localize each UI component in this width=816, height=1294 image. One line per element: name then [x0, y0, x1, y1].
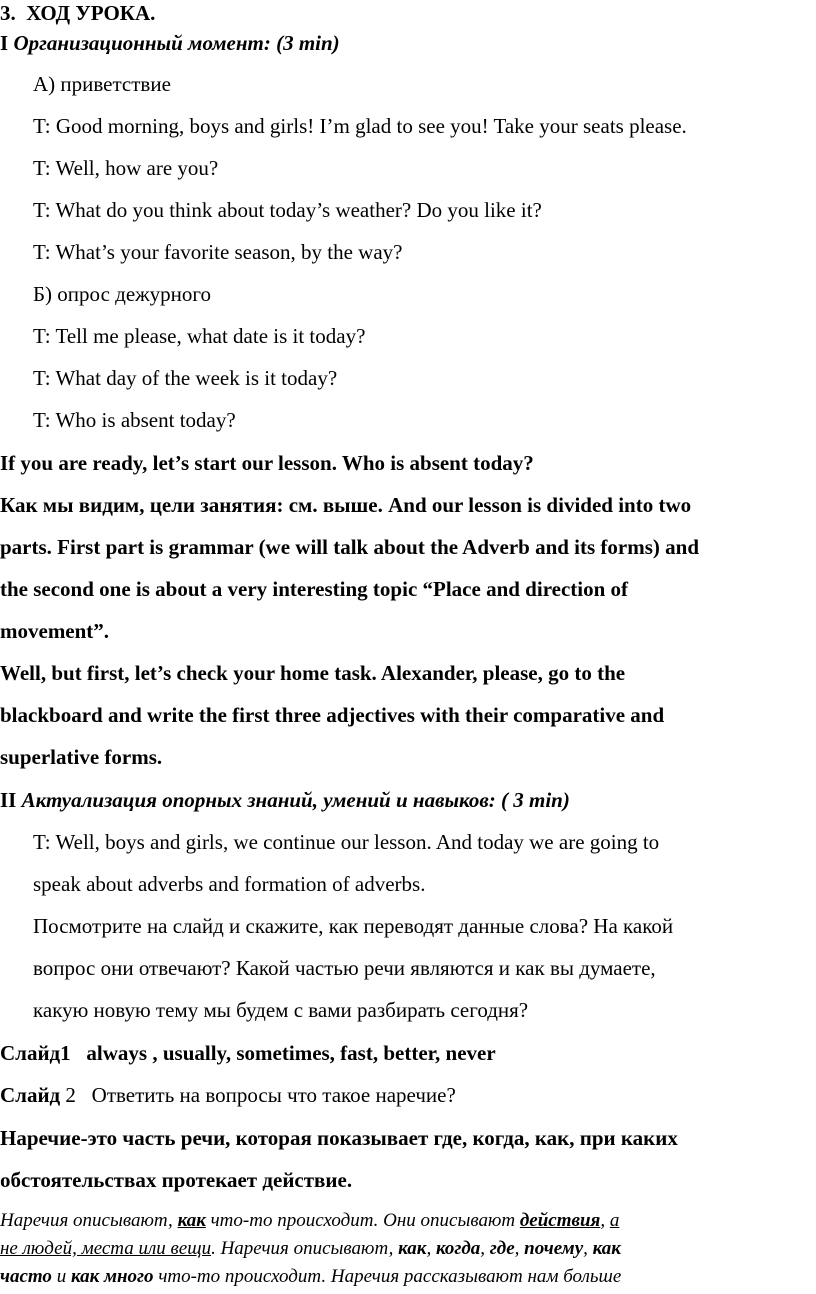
section-1-heading: Организационный момент: (3 min) — [13, 31, 340, 55]
bold-line: Как мы видим, цели занятия: см. выше. And our lesson is divided into two — [0, 493, 692, 517]
s1-line: T: What day of the week is it today? — [33, 366, 338, 390]
bold-line: parts. First part is grammar (we will talk about the Adverb and its forms) and — [0, 535, 700, 559]
para-text: и — [51, 1266, 71, 1287]
slide-1-text: always , usually, sometimes, fast, better, never — [86, 1041, 496, 1065]
para-underlined: не людей, места или вещи — [0, 1238, 212, 1259]
s1-line: T: Who is absent today? — [33, 408, 236, 432]
slide-2-number: 2 — [65, 1083, 76, 1107]
para-emph: где — [489, 1238, 515, 1259]
s1-line: А) приветствие — [33, 72, 171, 96]
s2-line: speak about adverbs and formation of adverbs. — [33, 872, 426, 896]
lesson-heading — [0, 0, 155, 28]
bold-line: superlative forms. — [0, 745, 163, 769]
slide-2-line — [0, 1080, 456, 1110]
bold-line: If you are ready, let’s start our lesson. Who is absent today? — [0, 451, 534, 475]
adverb-para-line-1 — [0, 1208, 619, 1234]
definition-line: обстоятельствах протекает действие. — [0, 1168, 353, 1192]
bold-line: movement”. — [0, 619, 110, 643]
bold-line: blackboard and write the first three adjectives with their comparative and — [0, 703, 665, 727]
heading-title: ХОД УРОКА. — [26, 1, 156, 25]
slide-1-line — [0, 1038, 496, 1068]
para-text: что-то происходит. Они описывают — [205, 1210, 520, 1231]
para-emph: как — [592, 1238, 621, 1259]
s2-line: Посмотрите на слайд и скажите, как переводят данные слова? На какой — [33, 914, 674, 938]
section-2-heading: Актуализация опорных знаний, умений и навыков: ( 3 min) — [21, 788, 570, 812]
para-emph: как много — [70, 1266, 154, 1287]
para-text: , — [600, 1210, 610, 1231]
s2-line: T: Well, boys and girls, we continue our lesson. And today we are going to — [33, 830, 660, 854]
para-emph: часто — [0, 1266, 52, 1287]
slide-2-text: Ответить на вопросы что такое наречие? — [91, 1083, 456, 1107]
para-emph: действия — [519, 1210, 601, 1231]
para-emph: почему — [524, 1238, 584, 1259]
para-text: , — [426, 1238, 436, 1259]
para-text: Наречия описывают, — [0, 1210, 178, 1231]
para-underlined: а — [609, 1210, 620, 1231]
s2-line: какую новую тему мы будем с вами разбирать сегодня? — [33, 998, 529, 1022]
s1-line: Б) опрос дежурного — [33, 282, 211, 306]
s2-line: вопрос они отвечают? Какой частью речи являются и как вы думаете, — [33, 956, 656, 980]
para-text: , — [480, 1238, 490, 1259]
para-emph: когда — [435, 1238, 481, 1259]
s1-line: T: What do you think about today’s weather? Do you like it? — [33, 198, 542, 222]
section-2-title — [0, 785, 570, 815]
para-emph: как — [398, 1238, 427, 1259]
s1-line: T: Well, how are you? — [33, 156, 219, 180]
s1-line: T: What’s your favorite season, by the way? — [33, 240, 403, 264]
adverb-para-line-2 — [0, 1236, 621, 1262]
section-1-roman: I — [0, 31, 9, 55]
s1-line: T: Good morning, boys and girls! I’m glad to see you! Take your seats please. — [33, 114, 687, 138]
section-2-roman: II — [0, 788, 17, 812]
slide-1-label: Слайд1 — [0, 1041, 71, 1065]
bold-line: Well, but first, let’s check your home task. Alexander, please, go to the — [0, 661, 626, 685]
heading-number: 3. — [0, 1, 16, 25]
slide-2-label: Слайд — [0, 1083, 61, 1107]
para-text: , — [583, 1238, 593, 1259]
definition-line: Наречие-это часть речи, которая показывает где, когда, как, при каких — [0, 1126, 678, 1150]
para-text: что-то происходит. Наречия рассказывают нам больше — [153, 1266, 622, 1287]
para-text: . Наречия описывают, — [211, 1238, 399, 1259]
s1-line: T: Tell me please, what date is it today? — [33, 324, 366, 348]
para-emph: как — [177, 1210, 206, 1231]
bold-line: the second one is about a very interesting topic “Place and direction of — [0, 577, 629, 601]
para-text: , — [514, 1238, 525, 1259]
section-1-title — [0, 28, 340, 58]
adverb-para-line-3 — [0, 1264, 621, 1290]
